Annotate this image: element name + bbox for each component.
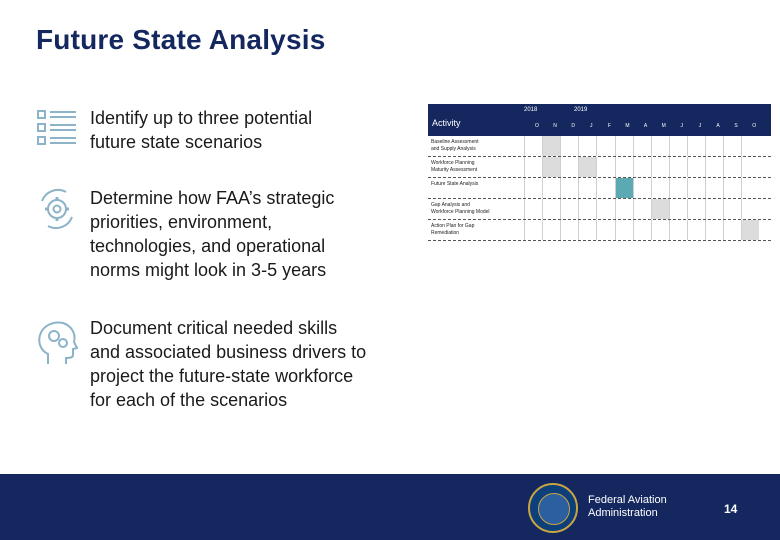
schedule-row: [428, 136, 771, 157]
agency-line: Administration: [588, 507, 658, 519]
bullet-line: project the future-state workforce: [90, 366, 354, 386]
schedule-cell: [578, 220, 596, 240]
schedule-cell: [741, 178, 759, 198]
schedule-cell: [705, 136, 723, 156]
schedule-cell: [669, 157, 687, 177]
row-label-line: and Supply Analysis: [431, 146, 476, 152]
bullet-line: Identify up to three potential: [90, 108, 313, 128]
schedule-cell: [705, 199, 723, 219]
schedule-cell: [723, 157, 741, 177]
schedule-cell: [687, 178, 705, 198]
page-number: 14: [724, 502, 738, 516]
row-label-line: Action Plan for Gap: [431, 223, 475, 229]
schedule-cell: [669, 199, 687, 219]
month-header: N: [553, 123, 557, 129]
month-header: A: [716, 123, 720, 129]
row-label-line: Workforce Planning: [431, 160, 475, 166]
schedule-cell: [633, 178, 651, 198]
schedule-cell: [524, 178, 542, 198]
schedule-cell: [669, 178, 687, 198]
schedule-cell: [651, 178, 669, 198]
month-header: J: [590, 123, 593, 129]
schedule-row: [428, 199, 771, 220]
schedule-row: [428, 157, 771, 178]
schedule-cell: [705, 178, 723, 198]
schedule-cell: [596, 199, 614, 219]
month-header: D: [571, 123, 575, 129]
agency-name: [588, 494, 667, 520]
month-header: F: [607, 123, 611, 129]
bullet-line: priorities, environment,: [90, 212, 273, 232]
bullet-line: Determine how FAA’s strategic: [90, 188, 335, 208]
bullet-line: for each of the scenarios: [90, 390, 288, 410]
row-label: [431, 181, 521, 188]
schedule-cell: [596, 178, 614, 198]
bullet-line: norms might look in 3-5 years: [90, 260, 327, 280]
schedule-bar: [615, 178, 633, 198]
schedule-cell: [651, 220, 669, 240]
schedule-cell: [542, 178, 560, 198]
checklist-icon: [36, 108, 78, 148]
month-header: A: [643, 123, 648, 129]
agency-line: Federal Aviation: [588, 494, 667, 506]
schedule-cell: [741, 157, 759, 177]
schedule-row: [428, 220, 771, 241]
schedule-cell: [687, 220, 705, 240]
schedule-cell: [723, 199, 741, 219]
schedule-cell: [687, 157, 705, 177]
schedule-cell: [669, 136, 687, 156]
seal-inner: [538, 493, 570, 525]
row-label: [431, 160, 521, 174]
bullet-line: future state scenarios: [90, 132, 263, 152]
schedule-cell: [560, 178, 578, 198]
schedule-cell: [633, 220, 651, 240]
schedule-cell: [524, 199, 542, 219]
schedule-cell: [633, 157, 651, 177]
schedule-cell: [578, 136, 596, 156]
row-label: [431, 223, 521, 237]
bullet-line: Document critical needed skills: [90, 318, 338, 338]
bullet-line: and associated business drivers to: [90, 342, 367, 362]
schedule-cell: [560, 199, 578, 219]
schedule-cell: [596, 220, 614, 240]
activity-header: Activity: [432, 118, 461, 128]
month-header: O: [535, 123, 539, 129]
schedule-cell: [741, 199, 759, 219]
month-header: J: [698, 123, 702, 129]
faa-seal-icon: [528, 483, 578, 533]
schedule-cell: [542, 199, 560, 219]
schedule-cell: [615, 199, 633, 219]
bullet-text-3: [90, 316, 366, 412]
row-label-line: Future State Analysis: [431, 181, 479, 187]
row-label: [431, 139, 521, 153]
month-header: S: [734, 123, 738, 129]
gears-cycle-icon: [36, 187, 78, 231]
schedule-cell: [578, 199, 596, 219]
schedule-header: [428, 104, 771, 136]
month-header: J: [680, 123, 684, 129]
schedule-bar: [578, 157, 596, 177]
schedule-cell: [687, 199, 705, 219]
row-label-line: Remediation: [431, 230, 460, 236]
schedule-cell: [542, 220, 560, 240]
year-label: 2019: [574, 107, 588, 113]
month-header: O: [752, 123, 757, 129]
schedule-bar: [651, 199, 669, 219]
schedule-cell: [633, 199, 651, 219]
schedule-cell: [741, 136, 759, 156]
schedule-cell: [651, 157, 669, 177]
schedule-cell: [723, 220, 741, 240]
schedule-cell: [524, 157, 542, 177]
schedule-cell: [723, 136, 741, 156]
schedule-cell: [633, 136, 651, 156]
schedule-cell: [615, 220, 633, 240]
row-label-line: Workforce Planning Model: [431, 209, 490, 215]
bullet-text-2: [90, 186, 334, 282]
schedule-cell: [560, 220, 578, 240]
row-label-line: Baseline Assessment: [431, 139, 479, 145]
schedule-cell: [596, 157, 614, 177]
month-header: M: [625, 123, 630, 129]
slide-title: Future State Analysis: [36, 24, 326, 55]
schedule-cell: [578, 178, 596, 198]
schedule-cell: [524, 136, 542, 156]
year-label: 2018: [524, 107, 538, 113]
schedule-cell: [723, 178, 741, 198]
month-header: M: [661, 123, 666, 129]
schedule-cell: [596, 136, 614, 156]
schedule-cell: [651, 136, 669, 156]
schedule-cell: [615, 157, 633, 177]
row-label-line: Maturity Assessment: [431, 167, 478, 173]
head-gears-icon: [36, 320, 78, 366]
bullet-line: technologies, and operational: [90, 236, 326, 256]
schedule-cell: [560, 136, 578, 156]
bullet-text-1: [90, 106, 312, 154]
schedule-bar: [542, 157, 560, 177]
schedule-bar: [542, 136, 560, 156]
schedule-row: [428, 178, 771, 199]
row-label-line: Gap Analysis and: [431, 202, 470, 208]
schedule-cell: [524, 220, 542, 240]
row-label: [431, 202, 521, 216]
schedule-cell: [615, 136, 633, 156]
schedule-bar: [741, 220, 759, 240]
schedule-cell: [669, 220, 687, 240]
schedule-cell: [687, 136, 705, 156]
schedule-cell: [705, 220, 723, 240]
schedule-cell: [705, 157, 723, 177]
schedule-cell: [560, 157, 578, 177]
